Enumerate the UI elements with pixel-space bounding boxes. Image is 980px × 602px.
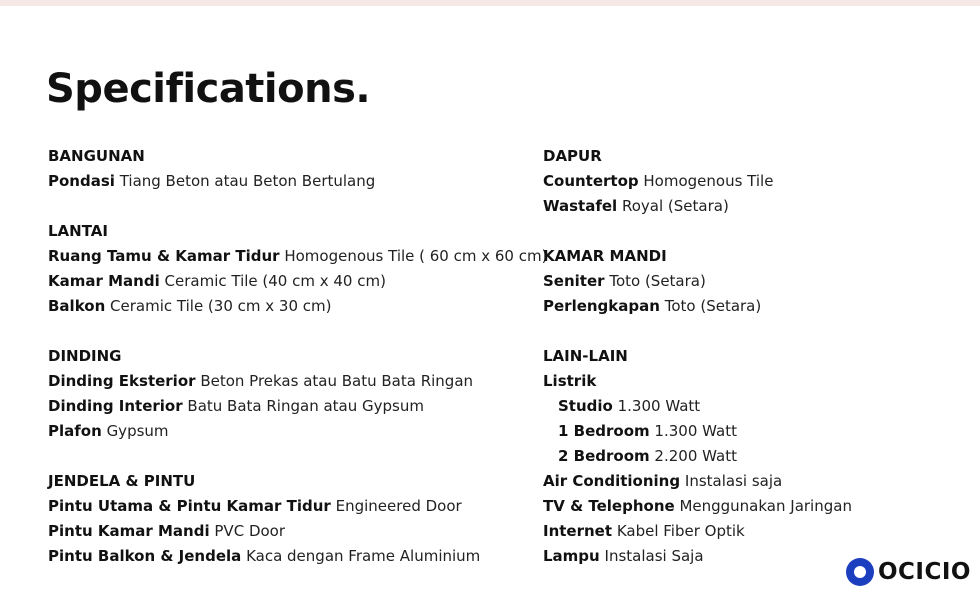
spec-label: 1 Bedroom xyxy=(558,422,650,440)
logo-text: OCICIO xyxy=(878,559,971,585)
spec-value: Instalasi saja xyxy=(684,472,783,490)
spec-label: Pintu Utama & Pintu Kamar Tidur xyxy=(48,497,331,515)
spec-row-1-bedroom xyxy=(543,419,963,444)
spec-label: Kamar Mandi xyxy=(48,272,160,290)
spec-value: Gypsum xyxy=(106,422,169,440)
spec-label: Balkon xyxy=(48,297,106,315)
spec-label: Dinding Eksterior xyxy=(48,372,196,390)
spec-value: Menggunakan Jaringan xyxy=(679,497,852,515)
section-heading-bangunan: BANGUNAN xyxy=(48,147,145,165)
spec-value: Batu Bata Ringan atau Gypsum xyxy=(187,397,424,415)
section-heading-dapur: DAPUR xyxy=(543,147,602,165)
spec-row-balkon xyxy=(48,294,538,319)
spec-row-studio xyxy=(543,394,963,419)
spec-label: Lampu xyxy=(543,547,600,565)
spec-row-pintu-utama xyxy=(48,494,538,519)
right-column xyxy=(543,144,963,569)
ocicio-logo-icon xyxy=(846,558,874,586)
spec-row-internet xyxy=(543,519,963,544)
spec-label: TV & Telephone xyxy=(543,497,675,515)
page-title: Specifications. xyxy=(46,66,371,112)
spec-label: Dinding Interior xyxy=(48,397,183,415)
spec-row-pintu-kamar-mandi xyxy=(48,519,538,544)
spec-label: Countertop xyxy=(543,172,639,190)
spec-label: Pintu Kamar Mandi xyxy=(48,522,210,540)
section-heading-jendela-pintu: JENDELA & PINTU xyxy=(48,472,196,490)
spec-value: Ceramic Tile (40 cm x 40 cm) xyxy=(164,272,386,290)
spec-label: 2 Bedroom xyxy=(558,447,650,465)
spec-label: Pintu Balkon & Jendela xyxy=(48,547,242,565)
left-column xyxy=(48,144,548,569)
spec-row-wastafel xyxy=(543,194,963,219)
spec-label: Wastafel xyxy=(543,197,618,215)
spec-label: Ruang Tamu & Kamar Tidur xyxy=(48,247,280,265)
spec-value: Instalasi Saja xyxy=(604,547,704,565)
spec-value: Engineered Door xyxy=(335,497,462,515)
spec-value: Tiang Beton atau Beton Bertulang xyxy=(119,172,376,190)
spec-label: Pondasi xyxy=(48,172,115,190)
spec-label: Internet xyxy=(543,522,613,540)
spec-value: Ceramic Tile (30 cm x 30 cm) xyxy=(110,297,332,315)
spec-label: Air Conditioning xyxy=(543,472,681,490)
spec-row-pintu-balkon xyxy=(48,544,538,569)
spec-row-ruang-tamu xyxy=(48,244,548,269)
spec-value: Toto (Setara) xyxy=(609,272,706,290)
spec-value: Toto (Setara) xyxy=(664,297,762,315)
section-heading-kamar-mandi: KAMAR MANDI xyxy=(543,247,667,265)
top-band xyxy=(0,0,980,6)
spec-value: Royal (Setara) xyxy=(621,197,729,215)
spec-value: 1.300 Watt xyxy=(617,397,701,415)
spec-value: Homogenous Tile xyxy=(643,172,774,190)
spec-row-dinding-interior xyxy=(48,394,538,419)
spec-row-seniter xyxy=(543,269,963,294)
spec-value: 1.300 Watt xyxy=(654,422,737,440)
spec-label: Studio xyxy=(558,397,613,415)
spec-value: Kabel Fiber Optik xyxy=(616,522,745,540)
spec-value: PVC Door xyxy=(214,522,286,540)
section-heading-lain-lain: LAIN-LAIN xyxy=(543,347,628,365)
section-heading-dinding: DINDING xyxy=(48,347,122,365)
spec-value: Homogenous Tile ( 60 cm x 60 cm) xyxy=(284,247,548,265)
spec-row-tv-telephone xyxy=(543,494,963,519)
spec-row-kamar-mandi-lantai xyxy=(48,269,538,294)
spec-row-2-bedroom xyxy=(543,444,963,469)
spec-value: Kaca dengan Frame Aluminium xyxy=(246,547,481,565)
spec-value: 2.200 Watt xyxy=(654,447,737,465)
spec-label-listrik: Listrik xyxy=(543,372,597,390)
spec-label: Plafon xyxy=(48,422,102,440)
spec-value: Beton Prekas atau Batu Bata Ringan xyxy=(200,372,474,390)
spec-row-plafon xyxy=(48,419,538,444)
spec-row-pondasi xyxy=(48,169,538,194)
spec-row-dinding-eksterior xyxy=(48,369,538,394)
section-heading-lantai: LANTAI xyxy=(48,222,108,240)
spec-row-air-conditioning xyxy=(543,469,963,494)
spec-label: Perlengkapan xyxy=(543,297,660,315)
spec-row-countertop xyxy=(543,169,963,194)
spec-label: Seniter xyxy=(543,272,605,290)
brand-logo xyxy=(846,558,971,586)
spec-row-perlengkapan xyxy=(543,294,963,319)
